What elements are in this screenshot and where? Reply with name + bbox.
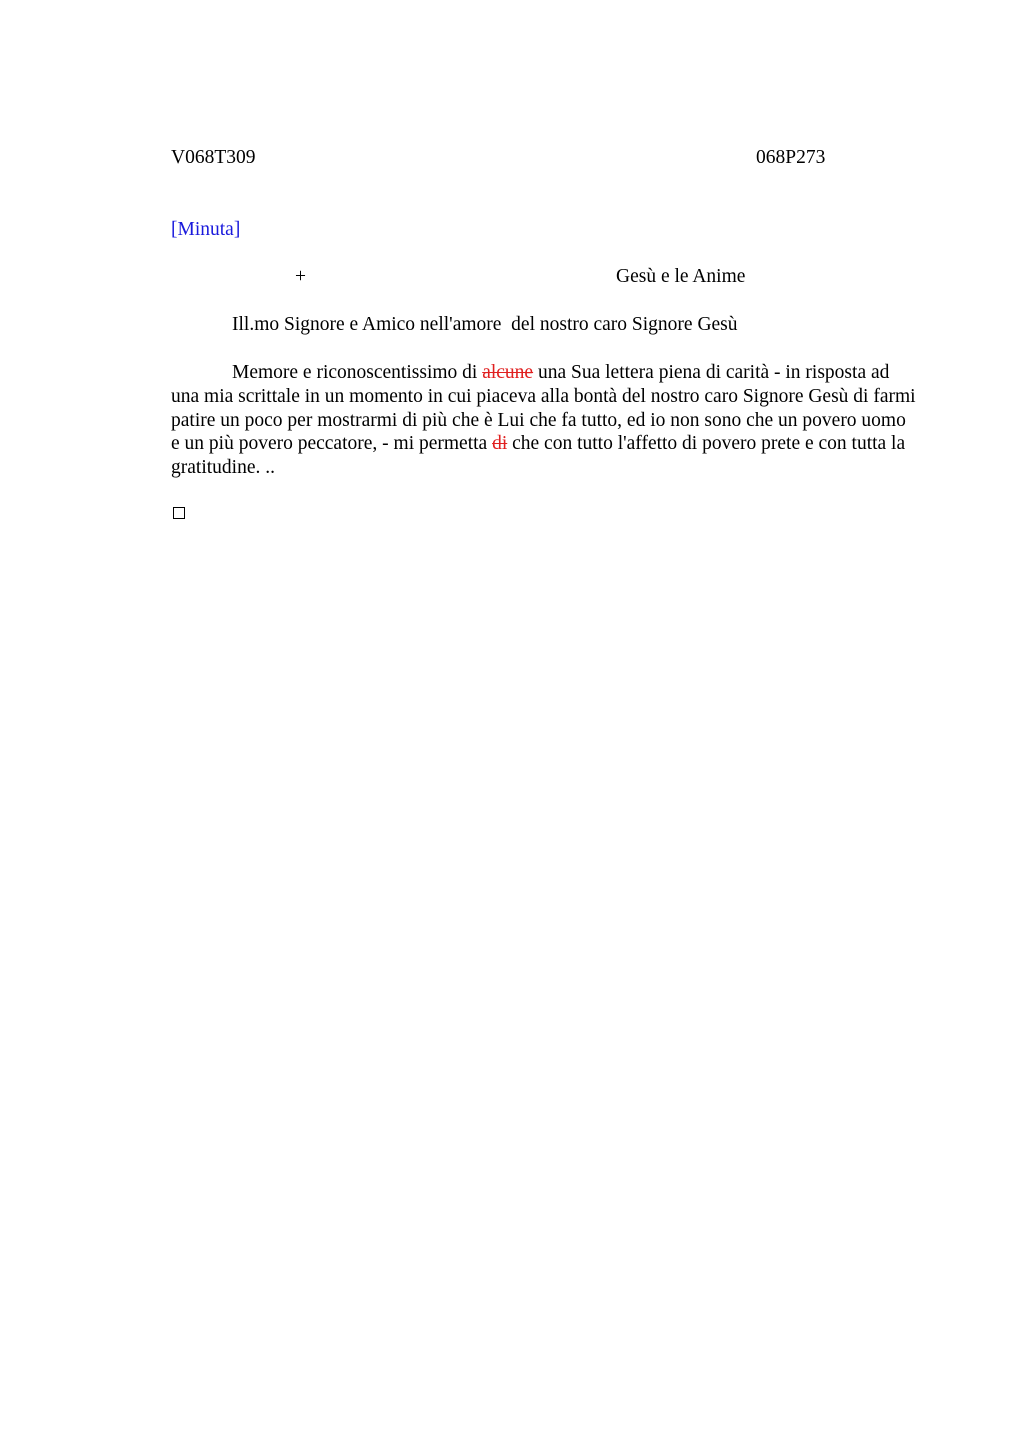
cross-symbol: + (295, 266, 306, 287)
body-text-part: una Sua lettera piena di carità - in risposta ad una mia scrittale in un momento in cui piaceva alla bontà del nostro caro Signore Gesù di farmi patire un poco per mostrarmi di più che è Lui che fa tutto, ed io non sono che un povero uomo e un più povero peccatore, - mi permetta (171, 362, 916, 455)
document-code-right: 068P273 (756, 147, 826, 168)
struck-word: alcune (482, 362, 534, 383)
letter-body (171, 361, 916, 480)
minuta-label: [Minuta] (171, 219, 241, 240)
struck-word: di (492, 433, 508, 455)
body-text-part: che con tutto l'affetto di povero prete e con tutta la gratitudine. .. (171, 433, 906, 479)
body-text-part: Memore e riconoscentissimo di (232, 362, 483, 383)
motto: Gesù e le Anime (616, 266, 746, 287)
document-code-left: V068T309 (171, 147, 256, 168)
end-box-icon (173, 507, 185, 519)
salutation: Ill.mo Signore e Amico nell'amore del nostro caro Signore Gesù (232, 314, 738, 335)
